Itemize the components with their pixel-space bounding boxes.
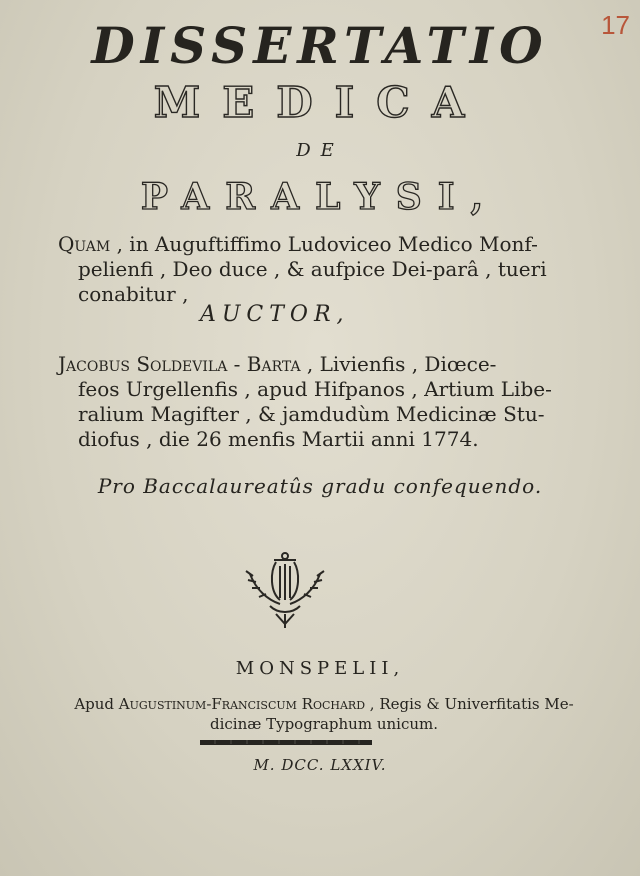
author-line-4: diofus , die 26 menfis Martii anni 1774. xyxy=(78,427,479,451)
quam-line-3: conabitur , xyxy=(78,282,189,306)
imprint-city: MONSPELII, xyxy=(235,658,405,679)
author-line-1-rest: , Livienfis , Diœce- xyxy=(300,352,497,376)
folio-number: 17 xyxy=(601,10,630,40)
quam-line-2: pelienfi , Deo duce , & aufpice Dei-parâ , tueri xyxy=(78,257,547,281)
author-line-2: feos Urgellenfis , apud Hifpanos , Artium Libe- xyxy=(78,377,552,401)
degree-line: Pro Baccalaureatûs gradu confequendo. xyxy=(97,474,543,498)
quam-line-1-rest: , in Auguftiffimo Ludoviceo Medico Monf- xyxy=(110,232,538,256)
title-medica: MEDICA xyxy=(153,78,487,127)
decorative-rule xyxy=(200,740,372,745)
quam-line-1 xyxy=(58,232,538,257)
imprint-line-1-rest: , Regis & Univerfitatis Me- xyxy=(365,695,574,713)
laurel-lyre-ornament-icon xyxy=(240,548,330,630)
imprint-line-2: dicinæ Typographum unicum. xyxy=(209,715,439,733)
author-name: Jacobus Soldevila - Barta xyxy=(58,352,301,376)
imprint-date: M. DCC. LXXIV. xyxy=(253,756,387,774)
imprint-line-1 xyxy=(34,694,614,714)
imprint-lead: Apud xyxy=(74,695,119,713)
quam-paragraph xyxy=(58,232,547,307)
author-line-3: ralium Magifter , & jamdudùm Medicinæ Stu- xyxy=(78,402,545,426)
title-paralysi: PARALYSI, xyxy=(140,176,500,218)
printer-name: Augustinum-Franciscum Rochard xyxy=(118,695,366,713)
author-line-1 xyxy=(58,352,538,377)
quam-lead: Quam xyxy=(58,232,111,256)
author-paragraph xyxy=(58,352,552,452)
imprint-block xyxy=(34,694,614,734)
title-de: DE xyxy=(296,140,344,161)
auctor-heading: AUCTOR, xyxy=(200,302,350,327)
title-dissertatio: DISSERTATIO xyxy=(91,16,549,75)
